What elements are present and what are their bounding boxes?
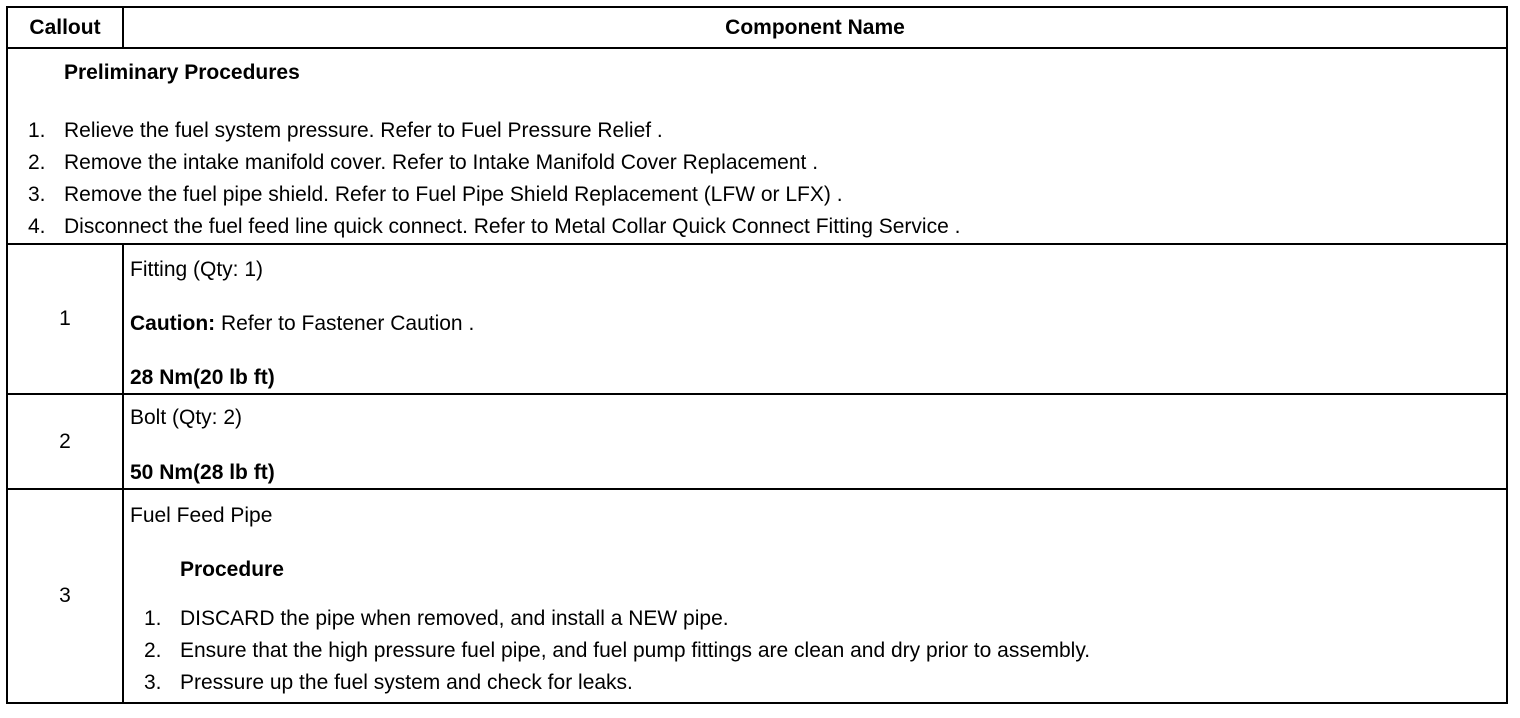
component-cell <box>123 394 1507 489</box>
component-name: Fuel Feed Pipe <box>130 503 273 527</box>
caution-line <box>130 311 1506 337</box>
step-text: Relieve the fuel system pressure. Refer to Fuel Pressure Relief . <box>64 118 663 142</box>
torque-spec: 28 Nm(20 lb ft) <box>130 365 275 389</box>
table-row <box>7 244 1507 394</box>
step-text: Pressure up the fuel system and check for leaks. <box>180 670 633 694</box>
component-name-header: Component Name <box>123 7 1507 48</box>
step-text: Ensure that the high pressure fuel pipe, and fuel pump fittings are clean and dry prior to assembly. <box>180 638 1091 662</box>
step-number: 4. <box>28 214 46 238</box>
table-header-row <box>7 7 1507 48</box>
step-number: 2. <box>28 150 46 174</box>
step-number: 1. <box>28 118 46 142</box>
step-text: Remove the intake manifold cover. Refer to Intake Manifold Cover Replacement . <box>64 150 819 174</box>
table-row <box>7 394 1507 489</box>
callout-header: Callout <box>7 7 123 48</box>
caution-label: Caution: <box>130 311 216 335</box>
component-cell <box>123 244 1507 394</box>
list-item <box>8 179 1506 211</box>
list-item <box>8 115 1506 147</box>
torque-spec: 50 Nm(28 lb ft) <box>130 460 275 484</box>
list-item <box>130 635 1506 667</box>
list-item <box>130 603 1506 635</box>
step-number: 2. <box>144 638 162 662</box>
callout-cell: 3 <box>7 489 123 703</box>
list-item <box>130 667 1506 699</box>
preliminary-steps <box>8 115 1506 243</box>
caution-text: Refer to Fastener Caution . <box>215 311 475 335</box>
step-text: Remove the fuel pipe shield. Refer to Fuel Pipe Shield Replacement (LFW or LFX) . <box>64 182 843 206</box>
preliminary-title: Preliminary Procedures <box>64 60 300 84</box>
step-number: 3. <box>144 670 162 694</box>
preliminary-cell <box>7 48 1507 244</box>
preliminary-row <box>7 48 1507 244</box>
table-row <box>7 489 1507 703</box>
callout-cell: 1 <box>7 244 123 394</box>
step-text: Disconnect the fuel feed line quick connect. Refer to Metal Collar Quick Connect Fitting Service . <box>64 214 961 238</box>
list-item <box>8 147 1506 179</box>
component-name: Bolt (Qty: 2) <box>130 405 243 429</box>
component-name: Fitting (Qty: 1) <box>130 257 264 281</box>
component-cell <box>123 489 1507 703</box>
callout-cell: 2 <box>7 394 123 489</box>
step-number: 1. <box>144 606 162 630</box>
list-item <box>8 211 1506 243</box>
component-table <box>6 6 1508 704</box>
step-number: 3. <box>28 182 46 206</box>
procedure-title: Procedure <box>180 557 284 581</box>
step-text: DISCARD the pipe when removed, and install a NEW pipe. <box>180 606 729 630</box>
procedure-steps <box>130 603 1506 699</box>
